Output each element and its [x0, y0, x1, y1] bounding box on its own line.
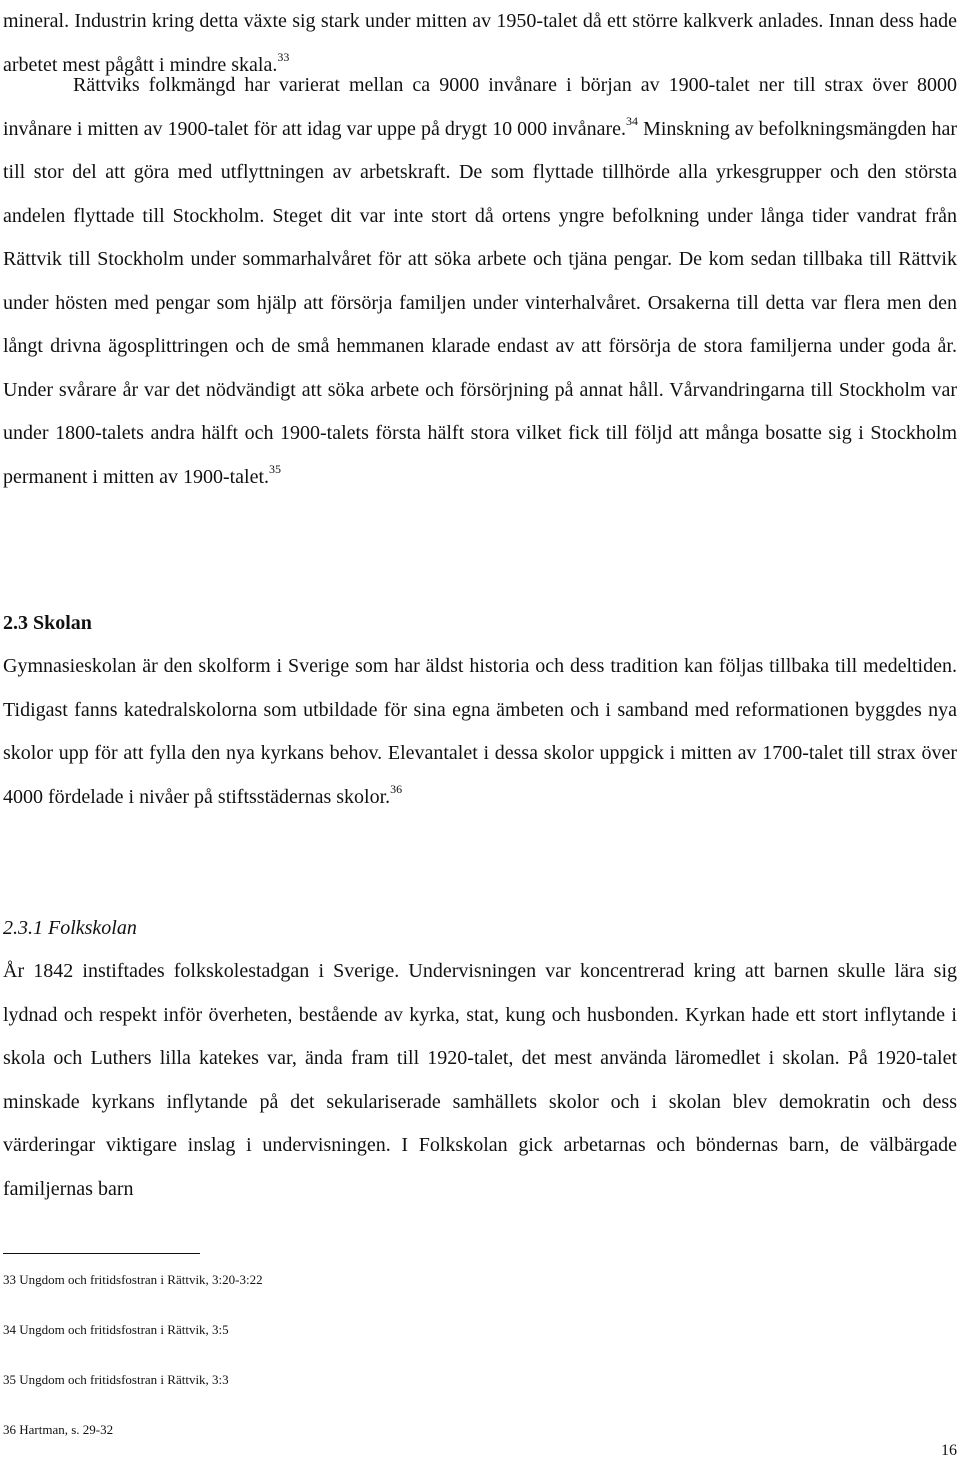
subsection-heading: 2.3.1 Folkskolan — [3, 917, 137, 939]
footnote-34: 34 Ungdom och fritidsfostran i Rättvik, 3:5 — [3, 1322, 229, 1337]
paragraph-gymnasieskolan — [3, 645, 957, 819]
footnote-list — [3, 1267, 263, 1442]
footnote-ref-34[interactable]: 34 — [626, 113, 639, 128]
paragraph-text: Gymnasieskolan är den skolform i Sverige som har äldst historia och dess tradition kan följas tillbaka till medeltiden. Tidigast fanns katedralskolorna som utbildade för sina egna ämbeten och i samband med reformationen byggdes nya skolor upp för att fylla den nya kyrkans behov. Elevantalet i dessa skolor uppgick i mitten av 1700-talet till strax över 4000 fördelade i nivåer på stiftsstädernas skolor. — [3, 655, 957, 808]
footnote-ref-36[interactable]: 36 — [390, 781, 403, 796]
paragraph-text: Rättviks folkmängd har varierat mellan ca 9000 invånare i början av 1900-talet ner till strax över 8000 invånare i mitten av 1900-talet för att idag var uppe på drygt 10 000 invånare. — [3, 74, 957, 140]
section-heading: 2.3 Skolan — [3, 612, 92, 634]
footnote-ref-35[interactable]: 35 — [269, 461, 282, 476]
paragraph-text: Minskning av befolkningsmängden har till stor del att göra med utflyttningen av arbetskraft. De som flyttade tillhörde alla yrkesgrupper och den största andelen flyttade till Stockholm. Steget dit var inte stort då ortens yngre befolkning under långa tider vandrat från Rättvik till Stockholm under sommarhalvåret för att söka arbete och tjäna pengar. De kom sedan tillbaka till Rättvik under hösten med pengar som hjälp att försörja familjen under vinterhalvåret. Orsakerna till detta var flera men den långt drivna ägosplittringen och de små hemmanen klarade endast av att försörja de stora familjerna under goda år. Under svårare år var det nödvändigt att söka arbete och försörjning på annat håll. Vårvandringarna till Stockholm var under 1800-talets andra hälft och 1900-talets första hälft stora vilket fick till följd att många bosatte sig i Stockholm permanent i mitten av 1900-talet. — [3, 117, 957, 488]
footnote-36: 36 Hartman, s. 29-32 — [3, 1422, 114, 1437]
footnote-ref-33[interactable]: 33 — [277, 49, 290, 64]
footnote-separator — [3, 1253, 200, 1254]
page-number: 16 — [941, 1442, 957, 1459]
paragraph-population — [3, 64, 957, 499]
paragraph-folkskolan — [3, 950, 957, 1211]
paragraph-text: mineral. Industrin kring detta växte sig stark under mitten av 1950-talet då ett större kalkverk anlades. Innan dess hade arbetet mest pågått i mindre skala. — [3, 10, 957, 76]
footnote-33: 33 Ungdom och fritidsfostran i Rättvik, 3:20-3:22 — [3, 1272, 263, 1287]
footnote-35: 35 Ungdom och fritidsfostran i Rättvik, 3:3 — [3, 1372, 229, 1387]
paragraph-text: År 1842 instiftades folkskolestadgan i Sverige. Undervisningen var koncentrerad kring att barnen skulle lära sig lydnad och respekt inför överheten, bestående av kyrka, stat, kung och husbonden. Kyrkan hade ett stort inflytande i skola och Luthers lilla katekes var, ända fram till 1920-talet, det mest använda läromedlet i skolan. På 1920-talet minskade kyrkans inflytande på det sekulariserade samhällets skolor och i skolan blev demokratin och dess värderingar viktigare inslag i undervisningen. I Folkskolan gick arbetarnas och böndernas barn, de välbärgade familjernas barn — [3, 960, 957, 1200]
